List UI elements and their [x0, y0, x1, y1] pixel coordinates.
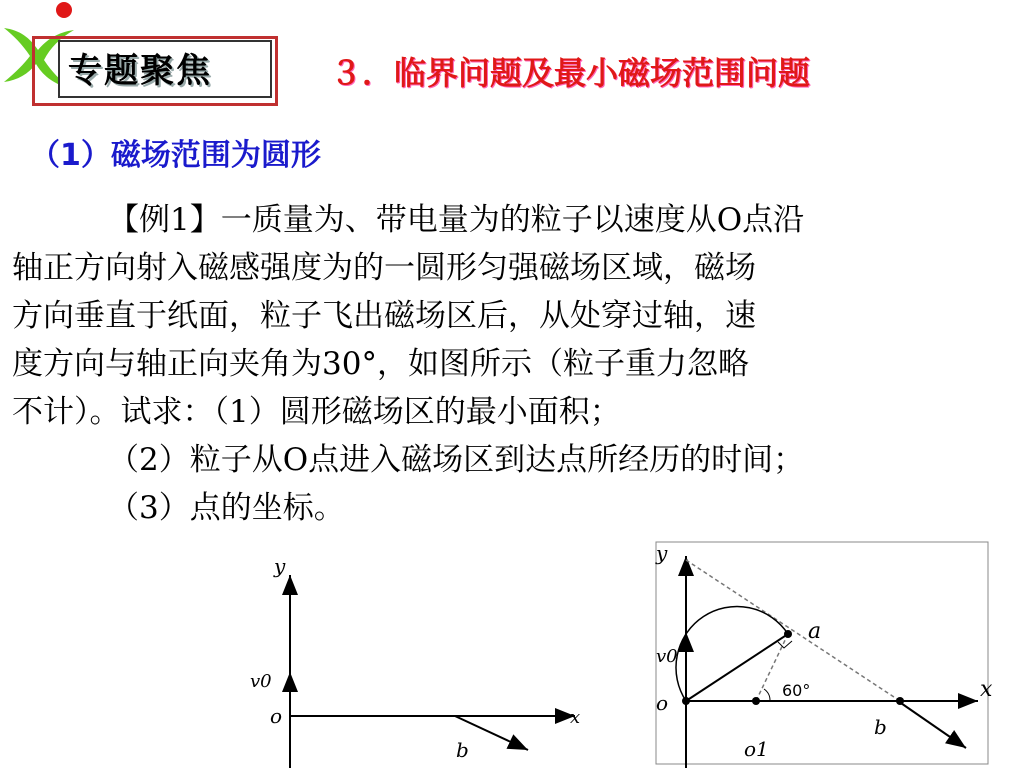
problem-line: （3）点的坐标。 — [108, 490, 345, 526]
problem-line: 不计）。试求：（1）圆形磁场区的最小面积； — [12, 394, 621, 430]
figure-right — [648, 538, 1000, 768]
slide-title: ３．临界问题及最小磁场范围问题 — [330, 54, 811, 92]
point-a-label: a — [808, 619, 822, 644]
y-label: y — [274, 554, 286, 578]
problem-text — [12, 196, 1012, 532]
y-label: y — [656, 541, 668, 565]
velocity-label: v0 — [656, 646, 678, 667]
angle-label: 60° — [782, 681, 811, 700]
point-b-label: b — [874, 715, 887, 739]
center-label: o1 — [744, 737, 769, 761]
figure-left — [240, 545, 600, 768]
problem-line: 方向垂直于纸面，粒子飞出磁场区后，从处穿过轴，速 — [12, 298, 756, 334]
problem-line: 轴正方向射入磁感强度为的一圆形匀强磁场区域，磁场 — [12, 250, 756, 286]
figure-frame — [656, 542, 988, 764]
origin-label: o — [656, 691, 669, 715]
x-label: x — [980, 677, 993, 702]
section-title: （1）磁场范围为圆形 — [30, 138, 321, 173]
velocity-label: v0 — [250, 671, 272, 692]
problem-line: （2）粒子从O点进入磁场区到达点所经历的时间； — [108, 442, 805, 478]
problem-line: 【例1】一质量为、带电量为的粒子以速度从O点沿 — [108, 202, 805, 238]
point-b — [896, 697, 904, 705]
problem-line: 度方向与轴正向夹角为30°，如图所示（粒子重力忽略 — [12, 346, 749, 382]
origin-point — [682, 697, 690, 705]
point-b-label: b — [456, 738, 469, 762]
tag-label: 专题聚焦 — [68, 51, 212, 91]
x-label: x — [570, 707, 581, 728]
center-point — [752, 697, 760, 705]
origin-label: o — [270, 704, 283, 728]
point-a — [784, 630, 792, 638]
